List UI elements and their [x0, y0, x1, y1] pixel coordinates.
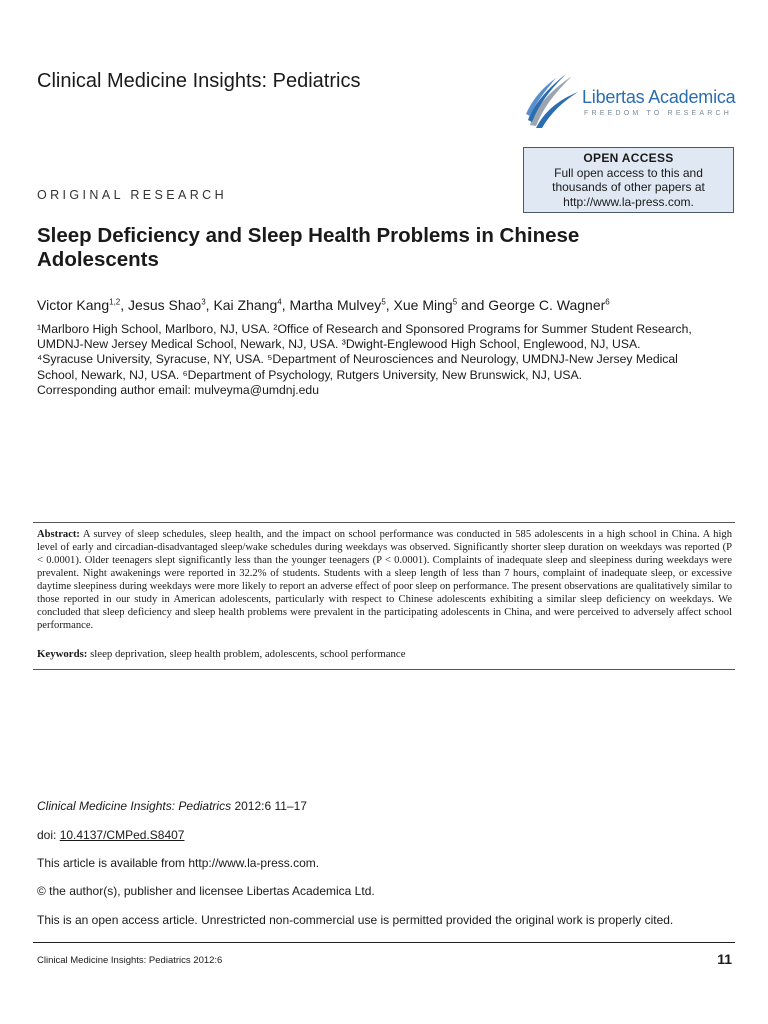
author-name: Jesus Shao [128, 297, 202, 313]
doi-line [37, 828, 184, 842]
corresponding-author: Corresponding author email: mulveyma@umdnj.edu [37, 382, 319, 397]
author-affiliation-marker: 1,2 [109, 297, 121, 307]
abstract [37, 528, 732, 632]
keywords [37, 648, 406, 660]
license-line: This is an open access article. Unrestricted non-commercial use is permitted provided the original work is properly cited. [37, 913, 674, 927]
article-title: Sleep Deficiency and Sleep Health Problems in Chinese Adolescents [37, 224, 580, 271]
affiliation-line: ¹Marlboro High School, Marlboro, NJ, USA. ²Office of Research and Sponsored Programs for Summer Student Research, [37, 322, 692, 336]
copyright-line: © the author(s), publisher and licensee Libertas Academica Ltd. [37, 884, 375, 898]
author-affiliation-marker: 3 [201, 297, 206, 307]
author-separator: , [120, 297, 129, 313]
divider [33, 522, 735, 523]
footer-divider [33, 942, 735, 943]
page-number: 11 [717, 951, 732, 967]
open-access-line: thousands of other papers at [552, 180, 705, 194]
author-name: Victor Kang [37, 297, 110, 313]
author-affiliation-marker: 4 [277, 297, 282, 307]
affiliation-line: UMDNJ-New Jersey Medical School, Newark, NJ, USA. ³Dwight-Englewood High School, Englewood, NJ, USA. [37, 337, 641, 352]
section-label: ORIGINAL RESEARCH [37, 188, 228, 202]
open-access-heading: OPEN ACCESS [583, 151, 674, 165]
libertas-swoosh-icon [522, 70, 580, 130]
journal-title: Clinical Medicine Insights: Pediatrics [37, 70, 361, 92]
author-affiliation-marker: 6 [605, 297, 610, 307]
author-name: Kai Zhang [213, 297, 278, 313]
author-affiliation-marker: 5 [452, 297, 458, 307]
abstract-text: A survey of sleep schedules, sleep health, and the impact on school performance was conducted in 585 adolescents in a high school in China. A high level of early and circadian-disadvantaged sleep/wake schedules during weekdays was observed. Significantly shorter sleep duration on weekdays was reported (P < 0.0001). Older teenagers slept significantly less than the younger teenagers (P < 0.0001). Complaints of inadequate sleep and sleepiness during weekdays were prevalent. Night awakenings were reported in 32.2% of students. Students with a sleep length of less than 7 hours, complaint of inadequate sleep, or excessive daytime sleepiness during weekdays were more likely to report an adverse effect of poor sleep on performance. The present observations are qualitatively similar to those reported in our study in American adolescents, particularly with respect to Chinese adolescents exhibiting a similar sleep deficiency on weekdays. We concluded that sleep deficiency and sleep health problems were prevalent in the participating adolescents in China, and were perceived to adversely affect school performance. [37, 529, 732, 632]
keywords-label: Keywords: [37, 648, 88, 660]
doi-label: doi: [37, 828, 57, 842]
logo-tagline: FREEDOM TO RESEARCH [584, 110, 733, 117]
open-access-line: Full open access to this and [554, 165, 703, 180]
author-separator: and [457, 297, 489, 313]
author-separator: , [281, 297, 290, 313]
author-separator: , [385, 297, 394, 313]
author-name: Xue Ming [393, 297, 453, 313]
footer-journal: Clinical Medicine Insights: Pediatrics 2012:6 [37, 955, 223, 966]
open-access-link[interactable]: http://www.la-press.com. [563, 194, 694, 209]
logo-name: Libertas Academica [582, 87, 736, 107]
affiliation-line: ⁴Syracuse University, Syracuse, NY, USA. ⁵Department of Neurosciences and Neurology, UMDNJ-New Jersey Medical [37, 352, 678, 367]
author-separator: , [205, 297, 214, 313]
availability-line: This article is available from http://www.la-press.com. [37, 856, 320, 870]
author-name: George C. Wagner [488, 297, 606, 313]
affiliation-line: School, Newark, NJ, USA. ⁶Department of Psychology, Rutgers University, New Brunswick, NJ, USA. [37, 367, 583, 382]
doi-link[interactable]: 10.4137/CMPed.S8407 [59, 828, 185, 842]
open-access-box [523, 147, 734, 213]
abstract-label: Abstract: [37, 529, 80, 540]
affiliations [37, 322, 737, 398]
keywords-text: sleep deprivation, sleep health problem, adolescents, school performance [90, 648, 406, 660]
citation-volume: 2012:6 11–17 [234, 799, 307, 813]
author-affiliation-marker: 5 [381, 297, 386, 307]
citation-journal: Clinical Medicine Insights: Pediatrics [37, 799, 232, 813]
author-name: Martha Mulvey [289, 297, 382, 313]
citation-line [37, 799, 307, 813]
divider [33, 669, 735, 670]
publisher-logo [522, 70, 738, 130]
author-list [37, 297, 610, 313]
